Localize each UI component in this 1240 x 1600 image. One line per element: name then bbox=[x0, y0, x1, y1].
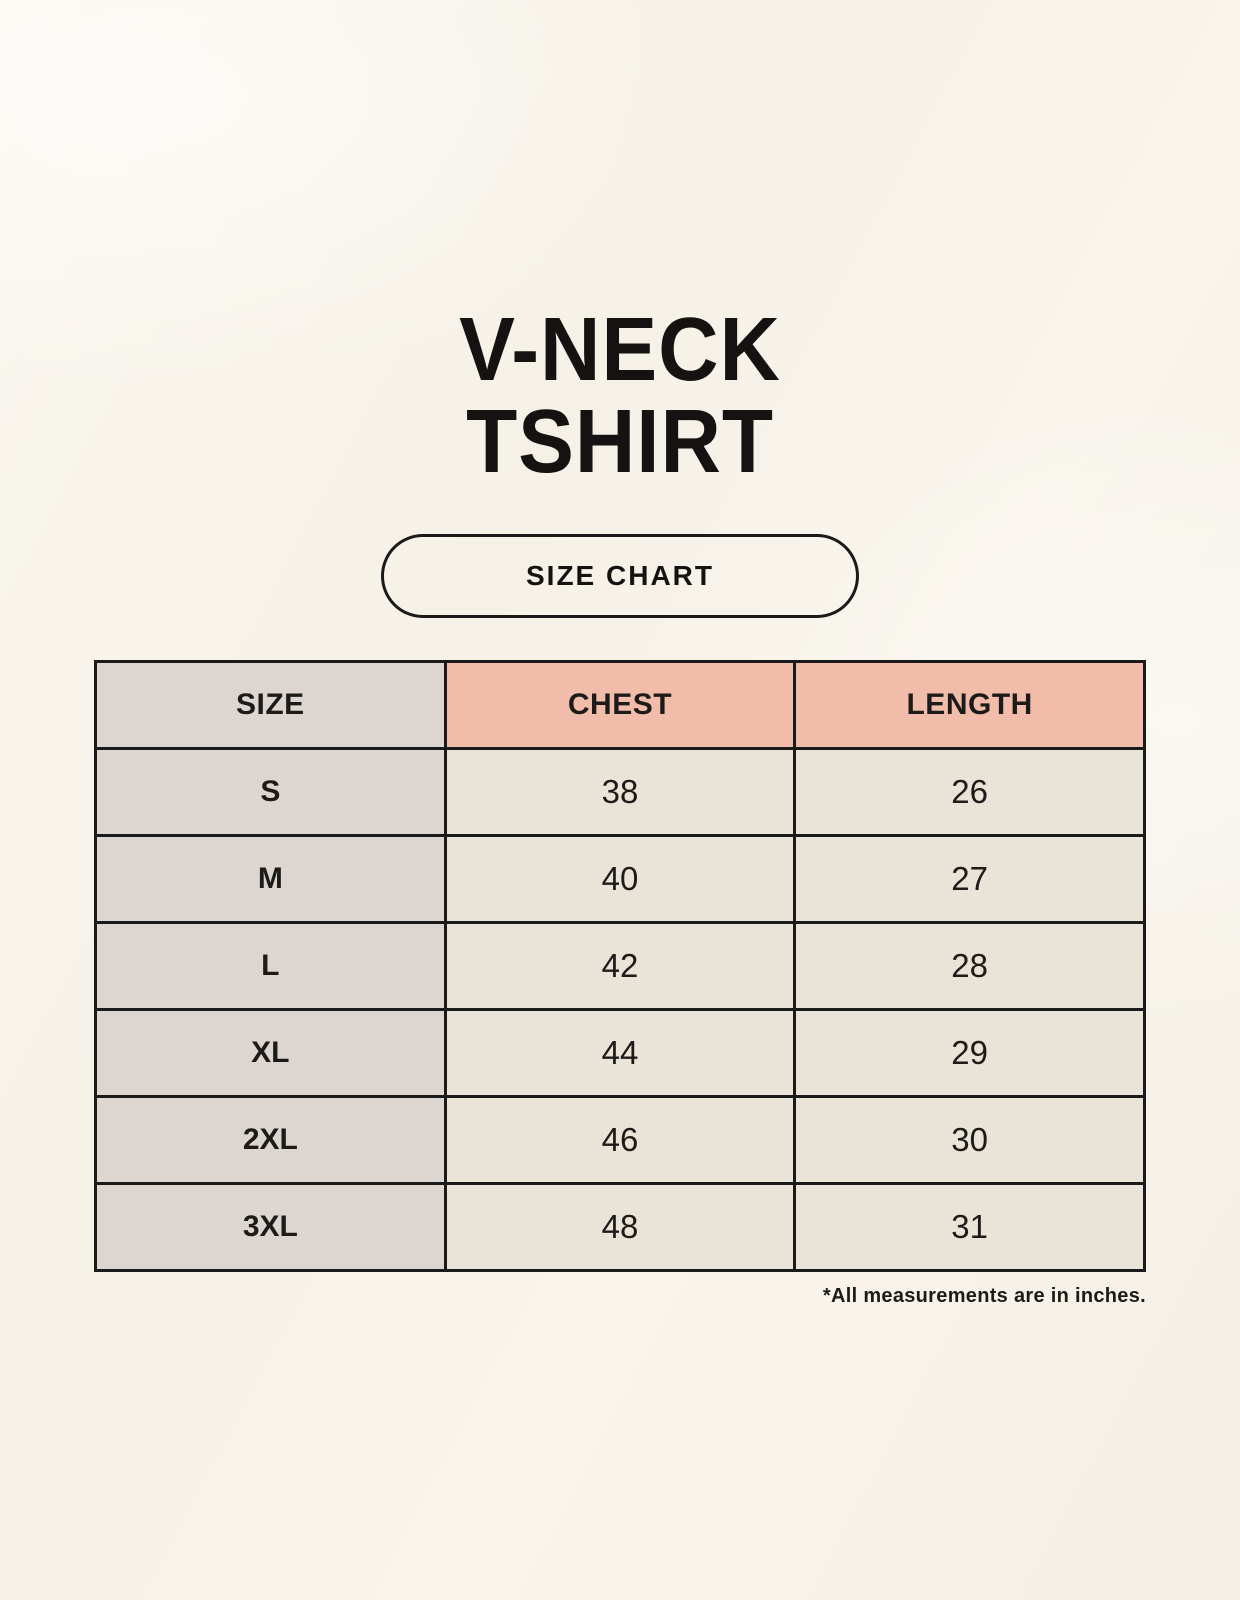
title-line-2: TSHIRT bbox=[466, 392, 774, 492]
length-value: 28 bbox=[795, 923, 1145, 1010]
column-header-chest: CHEST bbox=[445, 662, 795, 749]
chest-value: 44 bbox=[445, 1010, 795, 1097]
size-table bbox=[94, 660, 1146, 1272]
size-label: 3XL bbox=[96, 1184, 446, 1271]
chest-value: 42 bbox=[445, 923, 795, 1010]
table-row-l bbox=[96, 923, 1145, 1010]
table-row-3xl bbox=[96, 1184, 1145, 1271]
size-chart-badge-label: SIZE CHART bbox=[526, 560, 714, 591]
title-line-1: V-NECK bbox=[459, 300, 781, 400]
chest-value: 46 bbox=[445, 1097, 795, 1184]
measurement-note: *All measurements are in inches. bbox=[822, 1285, 1146, 1307]
size-label: S bbox=[96, 749, 446, 836]
chest-value: 40 bbox=[445, 836, 795, 923]
chest-value: 38 bbox=[445, 749, 795, 836]
chest-value: 48 bbox=[445, 1184, 795, 1271]
size-chart-badge bbox=[381, 534, 859, 618]
table-row-m bbox=[96, 836, 1145, 923]
page-title bbox=[43, 0, 1196, 492]
length-value: 27 bbox=[795, 836, 1145, 923]
size-label: M bbox=[96, 836, 446, 923]
length-value: 26 bbox=[795, 749, 1145, 836]
table-row-2xl bbox=[96, 1097, 1145, 1184]
size-table-header-row bbox=[96, 662, 1145, 749]
size-label: XL bbox=[96, 1010, 446, 1097]
table-row-xl bbox=[96, 1010, 1145, 1097]
column-header-length: LENGTH bbox=[795, 662, 1145, 749]
length-value: 29 bbox=[795, 1010, 1145, 1097]
size-label: 2XL bbox=[96, 1097, 446, 1184]
length-value: 31 bbox=[795, 1184, 1145, 1271]
table-row-s bbox=[96, 749, 1145, 836]
size-label: L bbox=[96, 923, 446, 1010]
length-value: 30 bbox=[795, 1097, 1145, 1184]
column-header-size: SIZE bbox=[96, 662, 446, 749]
